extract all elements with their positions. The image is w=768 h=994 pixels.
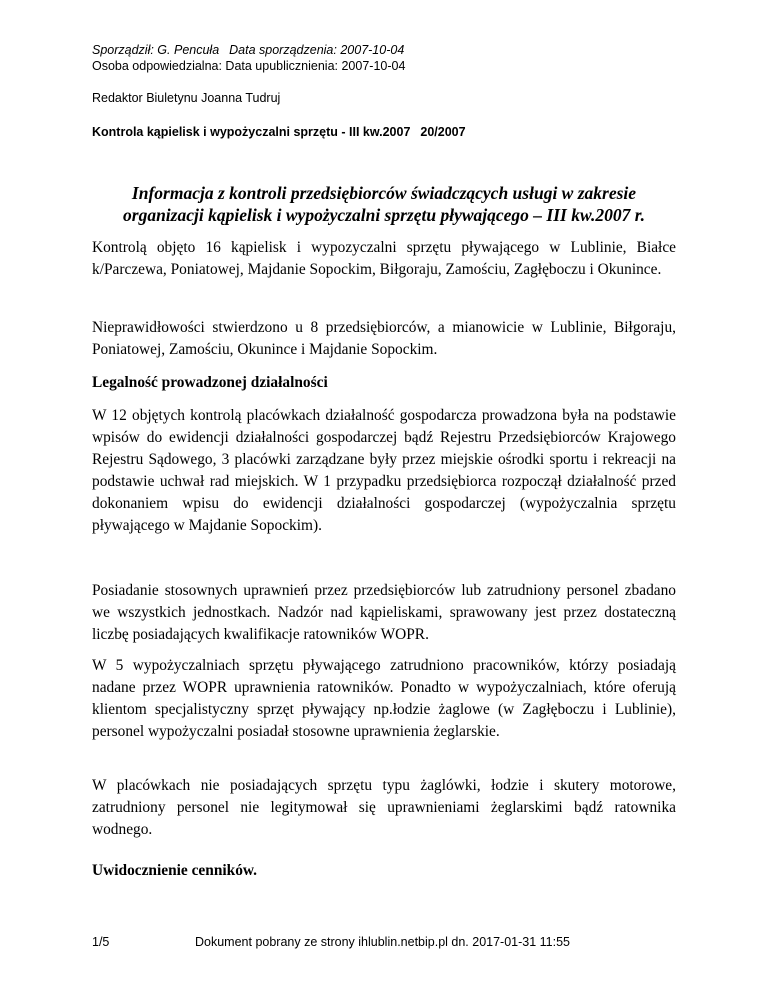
paragraph-legality: W 12 objętych kontrolą placówkach działalność gospodarcza prowadzona była na podstawie wpisów do ewidencji działalności gospodarczej bądź Rejestru Przedsiębiorców Krajowego Rejestru Sądowego, 3 placówki zarządzane były przez miejskie ośrodki sportu i rekreacji na podstawie uchwał rad miejskich. W 1 przypadku przedsiębiorca rozpoczął działalność przed dokonaniem wpisu do ewidencji działalności gospodarczej (wypożyczalnia sprzętu pływającego w Majdanie Sopockim). (92, 407, 676, 534)
document-subject: Kontrola kąpielisk i wypożyczalni sprzętu - III kw.2007 (92, 125, 411, 139)
section-heading-legality: Legalność prowadzonej działalności (92, 374, 328, 391)
paragraph-intro: Kontrolą objęto 16 kąpielisk i wypozyczalni sprzętu pływającego w Lublinie, Białce k/Parczewa, Poniatowej, Majdanie Sopockim, Biłgoraju, Zamościu, Zagłęboczu i Okunince. (92, 239, 676, 278)
paragraph-irregularities: Nieprawidłowości stwierdzono u 8 przedsiębiorców, a mianowicie w Lublinie, Biłgoraju, Poniatowej, Zamościu, Okunince i Majdanie Sopockim. (92, 319, 676, 358)
paragraph-rental-staff: W 5 wypożyczalniach sprzętu pływającego zatrudniono pracowników, którzy posiadają nadane przez WOPR uprawnienia ratowników. Ponadto w wypożyczalniach, które oferują klientom specjalistyczny sprzęt pływający np.łodzie żaglowe (w Zagłęboczu i Lublinie), personel wypożyczalni posiadał stosowne uprawnienia żeglarskie. (92, 657, 676, 740)
document-number: 20/2007 (420, 125, 466, 139)
header-author-line (92, 42, 404, 58)
document-subject-line (92, 124, 466, 140)
section-heading-price-lists: Uwidocznienie cenników. (92, 862, 258, 879)
document-title: Informacja z kontroli przedsiębiorców świadczących usługi w zakresie organizacji kąpielisk i wypożyczalni sprzętu pływającego – III kw.2007 r. (123, 183, 645, 225)
paragraph-no-equipment: W placówkach nie posiadających sprzętu typu żaglówki, łodzie i skutery motorowe, zatrudniony personel nie legitymował się uprawnieniami żeglarskimi bądź ratownika wodnego. (92, 777, 676, 838)
download-note: Dokument pobrany ze strony ihlublin.netbip.pl dn. 2017-01-31 11:55 (195, 935, 571, 949)
responsible-person-line: Osoba odpowiedzialna: Data upublicznienia: 2007-10-04 (92, 59, 406, 73)
creation-date: Data sporządzenia: 2007-10-04 (229, 43, 405, 57)
page-number: 1/5 (92, 935, 110, 949)
editor-line: Redaktor Biuletynu Joanna Tudruj (92, 91, 281, 105)
paragraph-permissions: Posiadanie stosownych uprawnień przez przedsiębiorców lub zatrudniony personel zbadano we wszystkich jednostkach. Nadzór nad kąpieliskami, sprawowany jest przez dostateczną liczbę posiadających kwalifikacje ratowników WOPR. (92, 582, 676, 643)
author: Sporządził: G. Pencuła (92, 43, 220, 57)
